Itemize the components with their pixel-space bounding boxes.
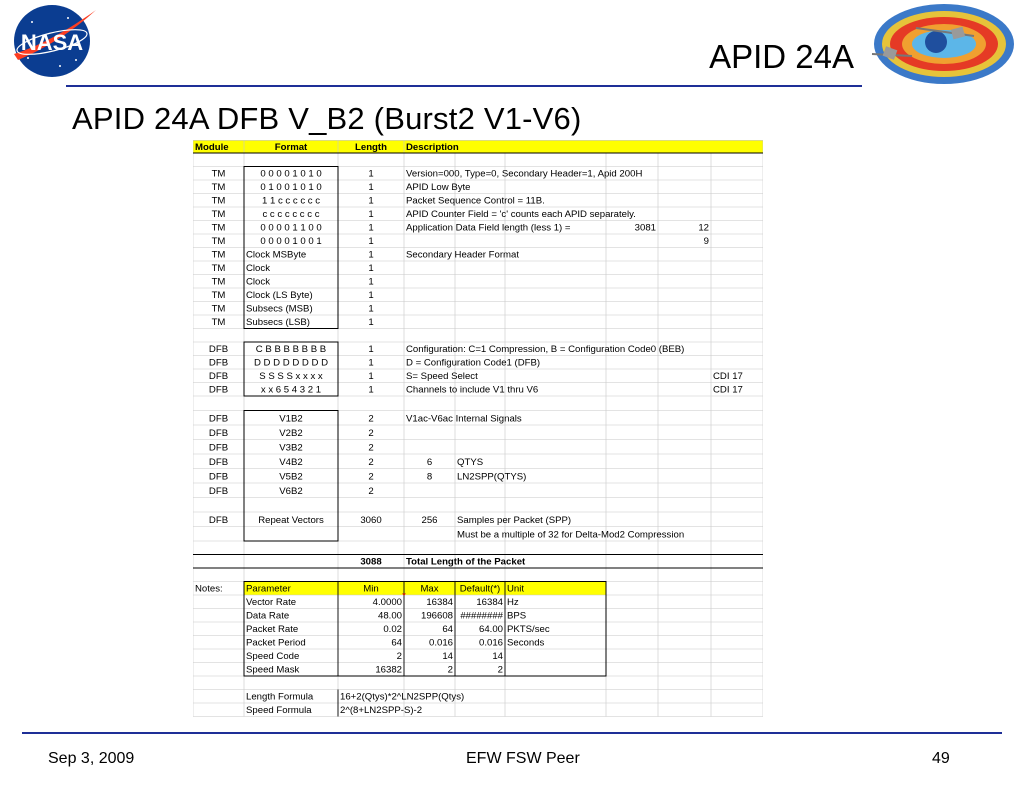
table-cell: Application Data Field length (less 1) = [406, 222, 571, 234]
table-cell: DFB [208, 428, 229, 439]
table-cell: 2 [447, 664, 453, 676]
table-cell: 2 [368, 413, 374, 425]
table-cell: V3B2 [279, 442, 303, 454]
table-cell: 1 [368, 317, 374, 328]
table-cell: TM [211, 263, 226, 274]
table-cell: C B B B B B B B [255, 344, 327, 355]
table-cell: 16382 [375, 664, 402, 676]
table-cell: DFB [208, 371, 229, 382]
table-cell: 1 [368, 290, 374, 301]
table-cell: 0 0 0 0 1 0 1 0 [260, 168, 322, 180]
table-cell: TM [211, 276, 226, 288]
table-cell: Speed Formula [246, 705, 312, 716]
table-cell: Hz [507, 597, 519, 608]
table-cell: D = Configuration Code1 (DFB) [406, 357, 541, 369]
table-cell: DFB [208, 515, 229, 526]
table-cell: Clock [246, 276, 270, 288]
table-cell: Secondary Header Format [406, 249, 520, 261]
table-cell: 1 [368, 303, 374, 315]
table-cell: S= Speed Select [406, 371, 478, 382]
table-cell: 2 [396, 651, 402, 662]
table-cell: Max [420, 583, 439, 595]
table-cell: Channels to include V1 thru V6 [406, 384, 539, 396]
nasa-logo [6, 2, 98, 80]
table-cell: DFB [208, 442, 229, 454]
table-cell: V2B2 [279, 428, 303, 439]
table-cell: 14 [442, 651, 453, 662]
table-cell: 3081 [634, 222, 656, 234]
table-cell: 8 [426, 471, 433, 483]
table-cell: APID Counter Field = 'c' counts each APID separately. [406, 209, 636, 220]
table-cell: V1B2 [279, 413, 303, 425]
table-cell: 16384 [426, 597, 453, 608]
table-cell: x x 6 5 4 3 2 1 [260, 384, 322, 396]
table-cell: 1 [368, 209, 374, 220]
table-cell: Samples per Packet (SPP) [457, 515, 572, 526]
table-cell: Subsecs (MSB) [246, 303, 313, 315]
table-cell: CDI 17 [713, 384, 743, 396]
table-cell: TM [211, 290, 226, 301]
table-cell: DFB [208, 413, 229, 425]
table-cell: V5B2 [279, 471, 303, 483]
spreadsheet-grid [193, 140, 763, 721]
table-cell: 64 [442, 624, 453, 635]
table-cell: TM [211, 222, 226, 234]
table-cell: PKTS/sec [507, 624, 550, 635]
table-cell: Repeat Vectors [258, 515, 324, 526]
slide-title: APID 24A DFB V_B2 (Burst2 V1-V6) [72, 101, 582, 136]
table-cell: Subsecs (LSB) [246, 317, 310, 328]
bottom-divider [22, 732, 1002, 734]
table-cell: 0.016 [478, 637, 503, 649]
table-cell: 0 0 0 0 1 0 0 1 [260, 236, 322, 247]
table-cell: 1 [368, 249, 374, 261]
footer-date: Sep 3, 2009 [48, 750, 135, 767]
table-cell: 1 [368, 263, 374, 274]
table-cell: Length Formula [246, 691, 314, 703]
table-cell: Speed Code [246, 651, 300, 662]
footer-title: EFW FSW Peer [466, 750, 580, 767]
mission-logo [856, 2, 1016, 88]
table-cell: 1 [368, 182, 374, 193]
table-cell: CDI 17 [713, 371, 743, 382]
table-cell: 1 1 c c c c c c [261, 195, 321, 207]
table-cell: 0.02 [383, 624, 402, 635]
table-cell: 2 [368, 428, 374, 439]
table-cell: Clock MSByte [246, 249, 307, 261]
table-cell: 256 [421, 515, 438, 526]
packet-format-table [193, 140, 763, 721]
table-cell: TM [211, 317, 226, 328]
table-cell: 0 0 0 0 1 1 0 0 [260, 222, 322, 234]
table-cell: 2 [368, 457, 374, 468]
table-cell: 64.00 [478, 624, 503, 635]
table-cell: 14 [492, 651, 503, 662]
table-cell: 1 [368, 195, 374, 207]
table-cell: Speed Mask [246, 664, 300, 676]
table-cell: Packet Rate [246, 624, 299, 635]
table-cell: 9 [703, 236, 709, 247]
table-cell: 1 [368, 344, 374, 355]
table-cell: TM [211, 303, 226, 315]
table-cell: 2 [368, 442, 374, 454]
table-cell: 2 [368, 486, 374, 497]
table-cell: 1 [368, 371, 374, 382]
table-cell: 2^(8+LN2SPP-S)-2 [340, 705, 423, 716]
table-cell: 1 [368, 357, 374, 369]
table-cell: 196608 [420, 610, 453, 622]
table-cell: 2 [368, 471, 374, 483]
table-cell: Min [363, 583, 379, 595]
table-cell: DFB [208, 457, 229, 468]
nasa-logo-text: NASA [20, 30, 84, 55]
column-header-format: Format [274, 142, 308, 153]
top-divider [66, 85, 862, 87]
table-cell: 16384 [476, 597, 503, 608]
table-cell: Data Rate [246, 610, 290, 622]
table-cell: LN2SPP(QTYS) [457, 471, 527, 483]
table-cell: 64 [391, 637, 402, 649]
table-cell: DFB [208, 486, 229, 497]
table-cell: 0 1 0 0 1 0 1 0 [260, 182, 322, 193]
table-cell: Vector Rate [246, 597, 297, 608]
table-cell: Default(*) [459, 583, 501, 595]
table-cell: QTYS [457, 457, 484, 468]
table-cell: 1 [368, 236, 374, 247]
table-cell: Notes: [195, 583, 223, 595]
table-cell: 1 [368, 222, 374, 234]
table-cell: 16+2(Qtys)*2^LN2SPP(Qtys) [340, 691, 465, 703]
table-cell: 0.016 [428, 637, 453, 649]
table-cell: 2 [497, 664, 503, 676]
table-cell: Packet Sequence Control = 11B. [406, 195, 545, 207]
table-cell: V1ac-V6ac Internal Signals [406, 413, 522, 425]
table-cell: TM [211, 168, 226, 180]
table-cell: DFB [208, 471, 229, 483]
table-cell: D D D D D D D D [253, 357, 329, 369]
table-cell: Clock [246, 263, 270, 274]
table-cell: 1 [368, 384, 374, 396]
table-cell: APID Low Byte [406, 182, 471, 193]
table-cell: Unit [507, 583, 525, 595]
table-cell: Packet Period [246, 637, 306, 649]
table-cell: 3088 [360, 556, 382, 568]
table-cell: S S S S x x x x [259, 371, 323, 382]
table-cell: TM [211, 236, 226, 247]
table-cell: V4B2 [279, 457, 303, 468]
table-cell: TM [211, 249, 226, 261]
page-number: 49 [932, 750, 950, 767]
table-cell: ######## [460, 610, 503, 622]
table-cell: Seconds [507, 637, 545, 649]
table-cell: 3060 [360, 515, 382, 526]
table-cell: 4.0000 [372, 597, 402, 608]
table-cell: DFB [208, 384, 229, 396]
column-header-length: Length [355, 142, 387, 153]
table-cell: DFB [208, 357, 229, 369]
table-cell: Clock (LS Byte) [246, 290, 313, 301]
table-cell: Configuration: C=1 Compression, B = Configuration Code0 (BEB) [406, 344, 685, 355]
table-cell: Version=000, Type=0, Secondary Header=1, Apid 200H [406, 168, 643, 180]
table-cell: Parameter [246, 583, 291, 595]
table-cell: TM [211, 209, 226, 220]
table-cell: V6B2 [279, 486, 303, 497]
column-header-description: Description [406, 142, 459, 153]
header-apid-label: APID 24A [709, 38, 854, 75]
table-cell: c c c c c c c c [262, 209, 320, 220]
table-cell: 1 [368, 276, 374, 288]
table-cell: TM [211, 195, 226, 207]
table-cell: 1 [368, 168, 374, 180]
table-cell: BPS [507, 610, 527, 622]
table-cell: TM [211, 182, 226, 193]
column-header-module: Module [195, 142, 229, 153]
table-cell: 12 [698, 222, 709, 234]
table-cell: DFB [208, 344, 229, 355]
table-cell: 6 [426, 457, 433, 468]
table-cell: Must be a multiple of 32 for Delta-Mod2 Compression [457, 529, 685, 541]
table-cell: Total Length of the Packet [406, 556, 526, 568]
table-cell: 48.00 [377, 610, 402, 622]
